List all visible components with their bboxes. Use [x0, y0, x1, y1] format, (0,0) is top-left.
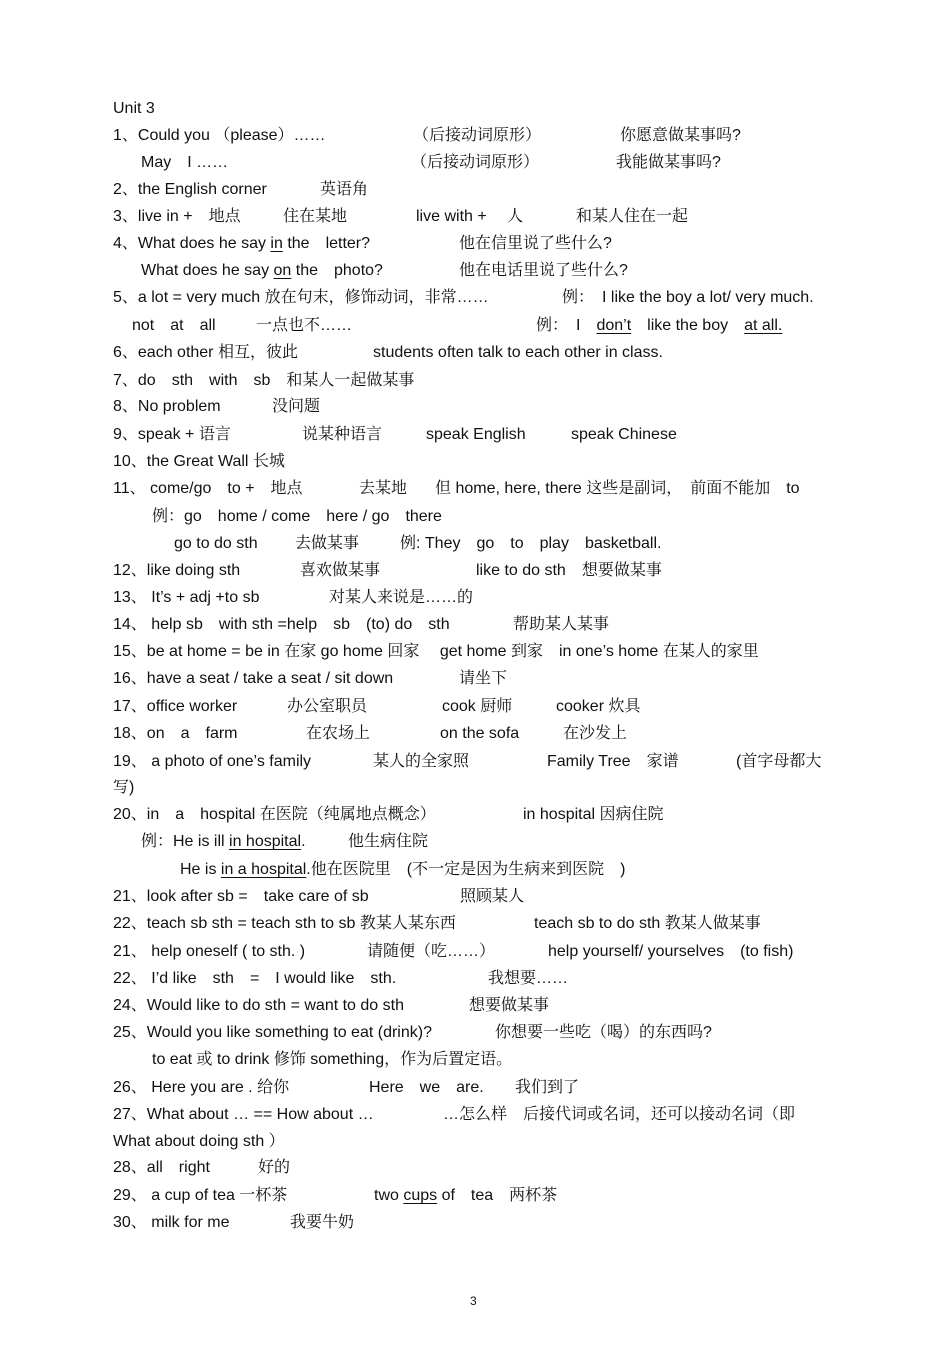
item-1b	[141, 153, 721, 173]
item-3-meaning: 住在某地	[283, 208, 348, 225]
item-1b-phrase: May I ……	[141, 154, 229, 171]
item-5-phrase: 5、a lot = very much 放在句末，修饰动词，非常……	[113, 289, 489, 306]
item-23-phrase: 21、 help oneself ( to sth. )	[113, 943, 306, 960]
item-18	[113, 724, 628, 744]
item-16	[113, 669, 508, 689]
item-21-phrase: 21、look after sb = take care of sb	[113, 888, 369, 905]
item-5-example: 例： I like the boy a lot/ very much.	[562, 289, 814, 306]
item-1b-note: （后接动词原形）	[411, 154, 540, 171]
item-2-meaning: 英语角	[320, 181, 369, 198]
item-20	[113, 805, 664, 825]
item-25-meaning: 想要做某事	[469, 997, 550, 1014]
item-30-phrase-2: two cups of tea 两杯茶	[374, 1187, 558, 1204]
item-19-note: (首字母都大	[736, 753, 822, 770]
item-18-phrase: 18、on a farm	[113, 725, 238, 742]
item-27-phrase: 26、 Here you are . 给你	[113, 1079, 290, 1096]
item-5b	[132, 316, 783, 336]
item-30-phrase: 29、 a cup of tea 一杯茶	[113, 1187, 288, 1204]
item-31-phrase: 30、 milk for me	[113, 1214, 230, 1231]
item-11-meaning: 去某地	[359, 480, 408, 497]
item-8-meaning: 没问题	[272, 398, 321, 415]
item-29-phrase: 28、all right	[113, 1159, 210, 1176]
item-20-phrase: 20、in a hospital 在医院（纯属地点概念）	[113, 806, 436, 823]
item-25	[113, 996, 550, 1016]
item-26-meaning: 你想要一些吃（喝）的东西吗?	[495, 1024, 712, 1041]
item-29-meaning: 好的	[258, 1159, 291, 1176]
item-12-meaning: 喜欢做某事	[300, 562, 381, 579]
item-9	[113, 425, 677, 445]
item-28b: What about doing sth ）	[113, 1133, 285, 1150]
item-5b-underlined-1: don’t	[596, 317, 632, 334]
item-3-phrase: 3、live in + 地点	[113, 208, 241, 225]
unit-title: Unit 3	[113, 100, 155, 117]
item-21-meaning: 照顾某人	[460, 888, 525, 905]
item-11c-example: 例: They go to play basketball.	[400, 535, 662, 552]
item-14-phrase: 14、 help sb with sth =help sb (to) do sth	[113, 616, 450, 633]
item-24-meaning: 我想要……	[488, 970, 569, 987]
item-25-phrase: 24、Would like to do sth = want to do sth	[113, 997, 404, 1014]
item-15: 15、be at home = be in 在家 go home 回家 get home 到家 in one’s home 在某人的家里	[113, 643, 759, 660]
item-5b-underlined-2: at all.	[744, 317, 783, 334]
item-19-meaning: 某人的全家照	[373, 753, 470, 770]
item-1-phrase: 1、Could you （please）……	[113, 127, 326, 144]
item-19-phrase: 19、 a photo of one’s family	[113, 753, 312, 770]
item-27	[113, 1078, 580, 1098]
item-13	[113, 588, 474, 608]
item-24	[113, 969, 569, 989]
item-20c: He is in a hospital.他在医院里 (不一定是因为生病来到医院 )	[180, 861, 626, 878]
item-12	[113, 561, 662, 581]
item-8	[113, 397, 321, 417]
item-5b-phrase: not at all	[132, 317, 216, 334]
item-8-phrase: 8、No problem	[113, 398, 221, 415]
item-4	[113, 234, 612, 254]
item-17-phrase: 17、office worker	[113, 698, 238, 715]
item-29	[113, 1158, 291, 1178]
item-6-example: students often talk to each other in class.	[373, 344, 663, 361]
item-17-meaning: 办公室职员	[287, 698, 368, 715]
item-12-phrase: 12、like doing sth	[113, 562, 241, 579]
item-22	[113, 914, 761, 934]
item-20b: 例：He is ill in hospital. 他生病住院	[141, 833, 429, 850]
item-28-note: …怎么样 后接代词或名词，还可以接动名词（即	[443, 1106, 796, 1123]
item-11c-meaning: 去做某事	[295, 535, 360, 552]
item-2	[113, 180, 369, 200]
item-30	[113, 1186, 558, 1206]
item-14-meaning: 帮助某人某事	[513, 616, 610, 633]
item-9-example-2: speak Chinese	[571, 426, 677, 443]
item-14	[113, 615, 610, 635]
item-5	[113, 288, 814, 308]
item-22-phrase-2: teach sb to do sth 教某人做某事	[534, 915, 761, 932]
item-10: 10、the Great Wall 长城	[113, 453, 285, 470]
item-3-phrase-2: live with + 人	[416, 208, 524, 225]
item-23-meaning: 请随便（吃……）	[367, 943, 496, 960]
item-9-example-1: speak English	[426, 426, 526, 443]
item-9-phrase: 9、speak + 语言	[113, 426, 231, 443]
item-1-meaning: 你愿意做某事吗?	[620, 127, 741, 144]
page-number: 3	[470, 1294, 477, 1308]
item-4b-phrase-end: the photo?	[291, 262, 383, 279]
item-11-phrase: 11、 come/go to + 地点	[113, 480, 303, 497]
item-18-phrase-2: on the sofa	[440, 725, 520, 742]
item-2-phrase: 2、the English corner	[113, 181, 267, 198]
item-3	[113, 207, 689, 227]
item-21	[113, 887, 525, 907]
item-23-example: help yourself/ yourselves (to fish)	[548, 943, 794, 960]
item-4-phrase-end: the letter?	[282, 235, 371, 252]
item-19	[113, 752, 822, 772]
item-17-phrase-2: cook 厨师	[442, 698, 513, 715]
item-16-meaning: 请坐下	[459, 670, 508, 687]
item-18-meaning: 在农场上	[306, 725, 371, 742]
item-13-meaning: 对某人来说是……的	[329, 589, 474, 606]
item-30-underlined: cups	[403, 1187, 438, 1204]
item-4b-phrase: What does he say	[141, 262, 274, 279]
item-28	[113, 1105, 796, 1125]
item-4-phrase: 4、What does he say	[113, 235, 271, 252]
item-1-note: （后接动词原形）	[413, 127, 542, 144]
item-4b	[141, 261, 628, 281]
item-26-phrase: 25、Would you like something to eat (drink)?	[113, 1024, 432, 1041]
item-20-phrase-2: in hospital 因病住院	[523, 806, 664, 823]
item-11b: 例：go home / come here / go there	[152, 508, 442, 525]
item-6	[113, 343, 663, 363]
item-3-meaning-2: 和某人住在一起	[576, 208, 689, 225]
item-26b: to eat 或 to drink 修饰 something，作为后置定语。	[152, 1051, 513, 1068]
item-27-phrase-2: Here we are.	[369, 1079, 484, 1096]
item-31	[113, 1213, 355, 1233]
item-31-meaning: 我要牛奶	[290, 1214, 355, 1231]
item-11-note: 但 home, here, there 这些是副词， 前面不能加 to	[435, 480, 800, 497]
item-17-phrase-3: cooker 炊具	[556, 698, 641, 715]
item-20b-underlined: in hospital	[229, 833, 302, 850]
item-4-meaning: 他在信里说了些什么?	[459, 235, 612, 252]
item-11	[113, 479, 800, 499]
item-4b-underlined: on	[273, 262, 292, 279]
item-19-phrase-2: Family Tree 家谱	[547, 753, 679, 770]
item-23	[113, 942, 794, 962]
item-19b: 写)	[113, 779, 135, 796]
item-6-phrase: 6、each other 相互，彼此	[113, 344, 298, 361]
item-28-phrase: 27、What about … == How about …	[113, 1106, 374, 1123]
item-20b-meaning: 他生病住院	[348, 833, 429, 850]
item-16-phrase: 16、have a seat / take a seat / sit down	[113, 670, 394, 687]
item-24-phrase: 22、 I’d like sth = I would like sth.	[113, 970, 397, 987]
item-4-underlined: in	[270, 235, 283, 252]
item-11c	[174, 534, 662, 554]
item-18-meaning-2: 在沙发上	[563, 725, 628, 742]
item-1b-meaning: 我能做某事吗?	[616, 154, 721, 171]
item-1	[113, 126, 741, 146]
item-13-phrase: 13、 It’s + adj +to sb	[113, 589, 260, 606]
item-20c-underlined: in a hospital	[220, 861, 307, 878]
item-9-meaning: 说某种语言	[302, 426, 383, 443]
item-12-phrase-2: like to do sth 想要做某事	[476, 562, 662, 579]
item-5b-example: 例： I don’t like the boy at all.	[536, 317, 783, 334]
item-7: 7、do sth with sb 和某人一起做某事	[113, 372, 415, 389]
item-4b-meaning: 他在电话里说了些什么?	[459, 262, 628, 279]
item-26	[113, 1023, 712, 1043]
item-27-meaning: 我们到了	[515, 1079, 580, 1096]
item-11c-phrase: go to do sth	[174, 535, 258, 552]
item-5b-meaning: 一点也不……	[256, 317, 353, 334]
item-17	[113, 697, 641, 717]
item-22-phrase: 22、teach sb sth = teach sth to sb 教某人某东西	[113, 915, 456, 932]
